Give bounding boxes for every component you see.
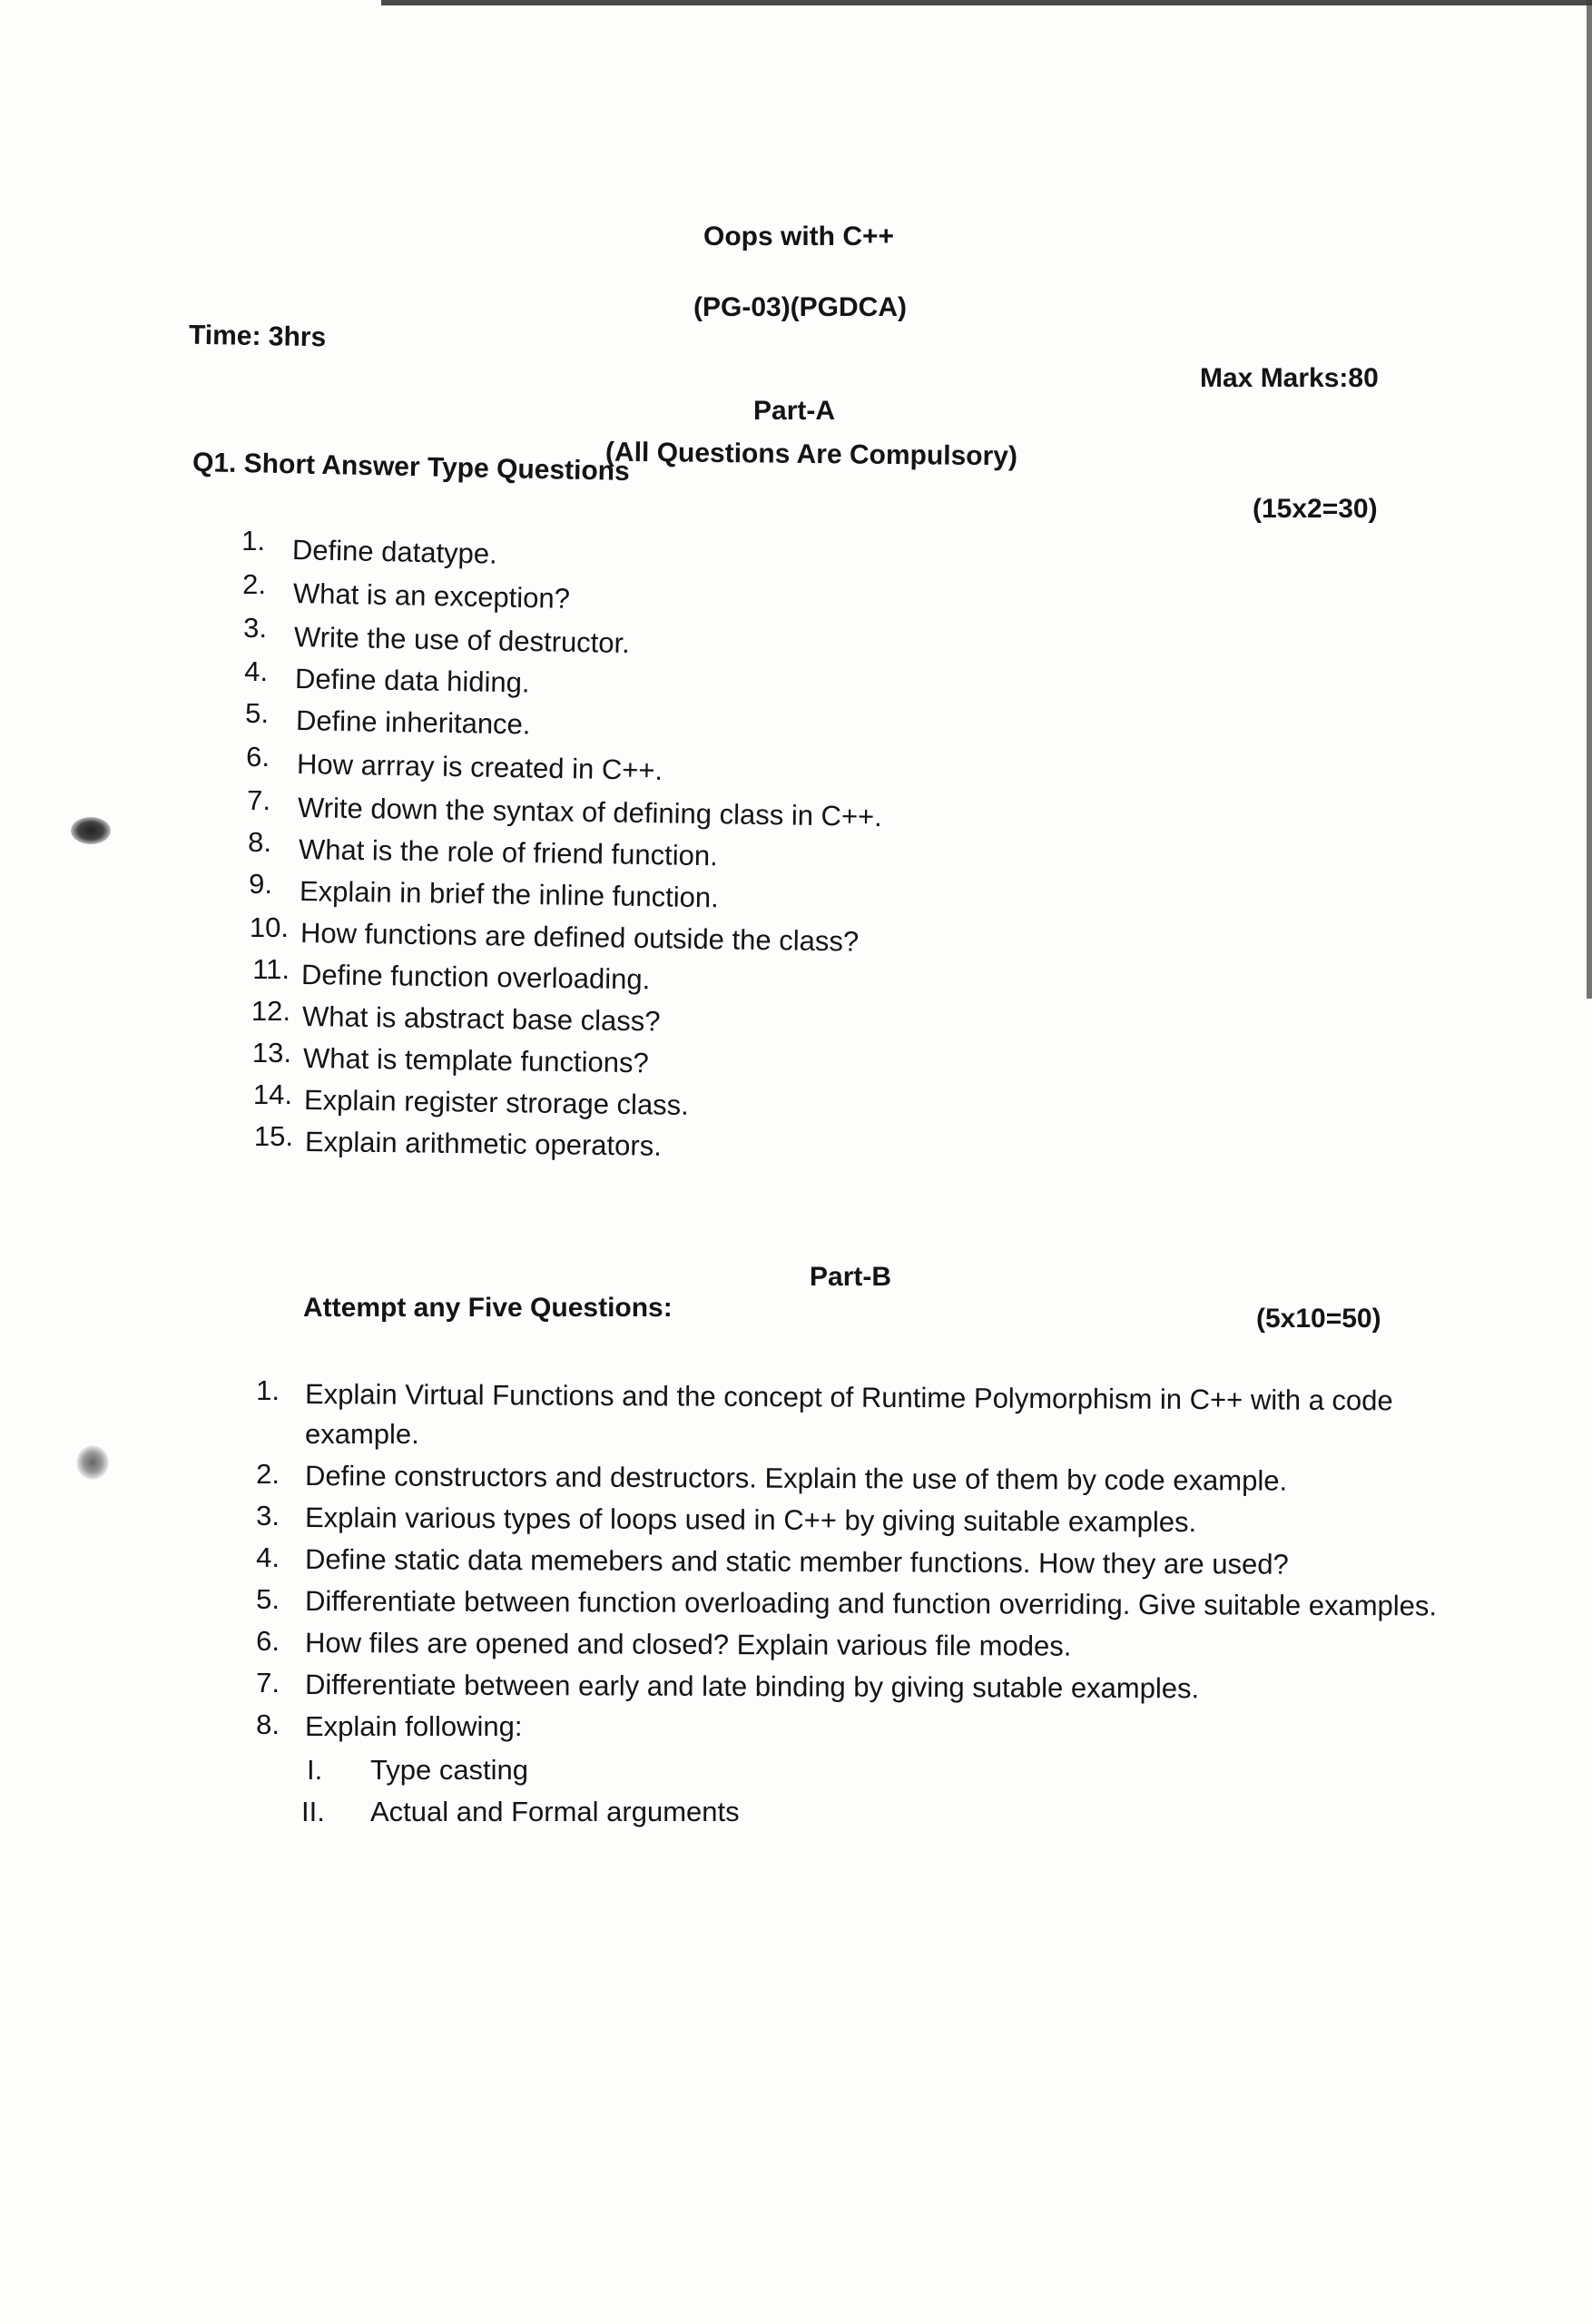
part-b-instruction: Attempt any Five Questions: — [303, 1293, 673, 1323]
question-text: Explain arithmetic operators. — [304, 1126, 663, 1162]
question-number: 14. — [252, 1078, 292, 1110]
time-label: Time: 3hrs — [188, 320, 327, 353]
question-text-continued: example. — [305, 1418, 419, 1450]
question-number: 1. — [241, 525, 265, 556]
part-a-instruction: (All Questions Are Compulsory) — [604, 437, 1018, 472]
question-text: Define function overloading. — [300, 959, 651, 996]
question-number: 5. — [256, 1583, 280, 1615]
question-text: How files are opened and closed? Explain various file modes. — [304, 1627, 1072, 1662]
question-number: 7. — [256, 1667, 280, 1699]
question-text: What is an exception? — [292, 577, 571, 615]
question-number: 1. — [256, 1374, 280, 1406]
part-a-section-label: Q1. Short Answer Type Questions — [192, 447, 631, 487]
question-number: 13. — [251, 1037, 291, 1068]
scan-edge-top — [381, 0, 1592, 5]
question-text: Define inheritance. — [295, 704, 531, 741]
scan-edge-right — [1587, 0, 1592, 999]
question-number: 6. — [246, 741, 270, 773]
question-number: 11. — [252, 953, 290, 985]
question-number: 7. — [247, 784, 270, 816]
question-text: Define datatype. — [291, 534, 498, 570]
question-number: 5. — [245, 697, 269, 729]
punch-hole-icon — [71, 817, 111, 844]
part-b-title: Part-B — [810, 1262, 892, 1292]
question-number: 9. — [249, 868, 272, 900]
part-a-marks: (15x2=30) — [1253, 494, 1378, 524]
question-text: Differentiate between function overloading and function overriding. Give suitable examples. — [304, 1585, 1438, 1622]
question-number: 3. — [243, 612, 267, 644]
question-text: How arrray is created in C++. — [296, 748, 663, 787]
question-text: Define data hiding. — [294, 663, 530, 699]
question-number: 4. — [256, 1541, 280, 1573]
sub-item-number: II. — [301, 1796, 325, 1827]
question-text: Explain following: — [305, 1710, 523, 1742]
sub-item-text: Actual and Formal arguments — [370, 1796, 740, 1827]
part-b-marks: (5x10=50) — [1256, 1304, 1381, 1334]
question-number: 6. — [256, 1625, 280, 1657]
question-text: What is template functions? — [302, 1042, 650, 1079]
question-number: 8. — [256, 1709, 280, 1740]
question-number: 3. — [256, 1500, 280, 1531]
question-text: Explain register strorage class. — [303, 1084, 690, 1121]
question-text: Explain in brief the inline function. — [299, 875, 720, 914]
question-text: Write down the syntax of defining class in C++. — [297, 792, 883, 833]
question-text: What is abstract base class? — [301, 1000, 661, 1038]
question-number: 12. — [251, 995, 290, 1027]
question-text: Differentiate between early and late binding by giving sutable examples. — [304, 1669, 1200, 1705]
punch-hole-icon — [76, 1445, 109, 1480]
question-number: 4. — [244, 655, 268, 687]
sub-item-text: Type casting — [370, 1754, 529, 1786]
question-text: Define static data memebers and static member functions. How they are used? — [304, 1543, 1289, 1581]
question-number: 8. — [248, 826, 271, 858]
question-text: How functions are defined outside the class? — [300, 917, 860, 958]
max-marks-label: Max Marks:80 — [1200, 363, 1379, 393]
part-a-title: Part-A — [753, 396, 836, 426]
question-text: What is the role of friend function. — [298, 833, 719, 872]
question-number: 2. — [242, 568, 266, 600]
question-number: 2. — [256, 1458, 280, 1490]
subject-title: Oops with C++ — [703, 222, 895, 251]
question-number: 15. — [253, 1120, 293, 1152]
course-code: (PG-03)(PGDCA) — [693, 292, 908, 322]
question-text: Explain various types of loops used in C++ by giving suitable examples. — [304, 1502, 1197, 1539]
question-text: Write the use of destructor. — [293, 621, 631, 660]
question-number: 10. — [249, 911, 289, 943]
sub-item-number: I. — [307, 1754, 323, 1786]
question-text: Define constructors and destructors. Explain the use of them by code example. — [304, 1460, 1288, 1497]
question-text: Explain Virtual Functions and the concept of Runtime Polymorphism in C++ with a code — [304, 1378, 1393, 1417]
